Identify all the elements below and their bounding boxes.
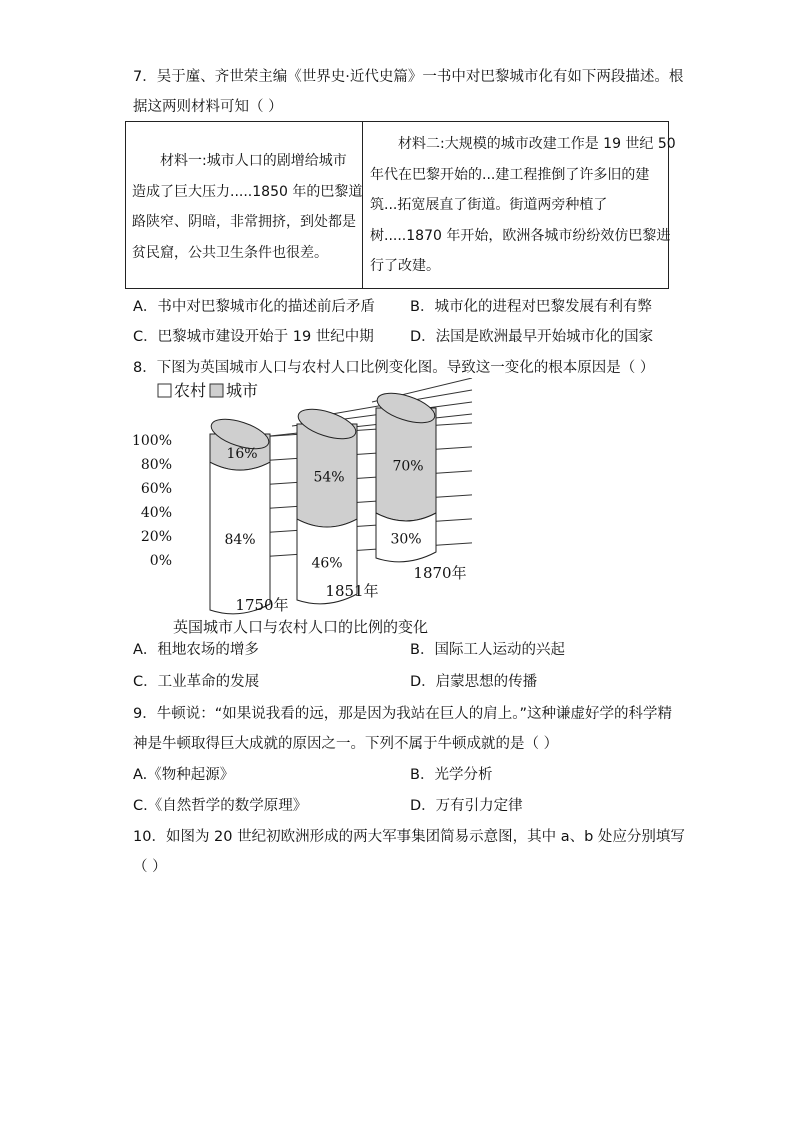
q9-option-d[interactable]: D．万有引力定律 [410, 798, 523, 814]
data-label-urban: 54% [313, 469, 345, 486]
y-tick-label: 60% [140, 481, 172, 497]
q10-stem-line1: 10．如图为 20 世纪初欧洲形成的两大军事集团简易示意图，其中 a、b 处应分别填写 [133, 829, 685, 845]
category-label: 1750年 [235, 596, 289, 614]
material-one-line: 贫民窟，公共卫生条件也很差。 [132, 244, 328, 261]
q10-stem-line2: （ ） [133, 859, 167, 875]
q8-option-b[interactable]: B．国际工人运动的兴起 [410, 642, 565, 658]
q9-option-b[interactable]: B．光学分析 [410, 767, 493, 783]
q9-option-c[interactable]: C.《自然哲学的数学原理》 [133, 798, 308, 814]
q7-option-c[interactable]: C．巴黎城市建设开始于 19 世纪中期 [133, 329, 374, 345]
legend-swatch [210, 384, 223, 397]
q7-stem-line1: 7．吴于廑、齐世荣主编《世界史·近代史篇》一书中对巴黎城市化有如下两段描述。根 [133, 69, 684, 85]
material-two-line: 树.....1870 年开始，欧洲各城市纷纷效仿巴黎进 [370, 227, 671, 244]
legend-label: 城市 [226, 381, 259, 400]
q7-stem-line2: 据这两则材料可知（ ） [133, 99, 283, 115]
q8-stem: 8．下图为英国城市人口与农村人口比例变化图。导致这一变化的根本原因是（ ） [133, 360, 655, 376]
y-tick-label: 100% [131, 433, 172, 449]
y-tick-label: 20% [140, 529, 172, 545]
legend-label: 农村 [174, 381, 207, 400]
material-two-line: 筑...拓宽展直了街道。街道两旁种植了 [370, 197, 608, 213]
material-one-line: 路陕窄、阴暗，非常拥挤，到处都是 [132, 214, 356, 230]
material-two-line: 行了改建。 [370, 258, 440, 274]
q7-option-a[interactable]: A．书中对巴黎城市化的描述前后矛盾 [133, 299, 375, 315]
material-one-line: 材料一:城市人口的剧增给城市 [160, 153, 347, 169]
chart-bar [374, 387, 438, 562]
population-ratio-chart [120, 378, 490, 618]
chart-bars [208, 387, 467, 614]
data-label-urban: 70% [392, 458, 424, 475]
chart-bar [208, 413, 272, 614]
q8-option-d[interactable]: D．启蒙思想的传播 [410, 674, 538, 690]
material-two-cell [370, 129, 676, 282]
legend-swatch [158, 384, 171, 397]
q8-option-c[interactable]: C．工业革命的发展 [133, 674, 260, 690]
chart-title: 英国城市人口与农村人口的比例的变化 [173, 618, 429, 636]
y-tick-label: 80% [140, 457, 172, 473]
material-two-line: 年代在巴黎开始的...建工程推倒了许多旧的建 [370, 166, 650, 183]
category-label: 1870年 [413, 564, 467, 582]
q8-option-a[interactable]: A．租地农场的增多 [133, 642, 259, 658]
q7-option-d[interactable]: D．法国是欧洲最早开始城市化的国家 [410, 329, 654, 345]
gridline [252, 414, 472, 438]
y-axis [132, 433, 172, 569]
q9-option-a[interactable]: A.《物种起源》 [133, 767, 235, 783]
data-label-rural: 84% [224, 532, 256, 549]
chart-bar [295, 403, 359, 604]
material-two-line: 材料二:大规模的城市改建工作是 19 世纪 50 [398, 136, 676, 152]
y-tick-label: 0% [149, 553, 172, 569]
material-table [125, 121, 676, 289]
q9-stem-line2: 神是牛顿取得巨大成就的原因之一。下列不属于牛顿成就的是（ ） [133, 736, 559, 752]
data-label-urban: 16% [226, 446, 258, 463]
y-tick-label: 40% [140, 505, 172, 521]
chart-legend [158, 381, 258, 400]
data-label-rural: 46% [311, 555, 343, 572]
material-one-cell [132, 146, 362, 268]
data-label-rural: 30% [390, 531, 422, 548]
q9-stem-line1: 9．牛顿说：“如果说我看的远，那是因为我站在巨人的肩上。”这种谦虚好学的科学精 [133, 706, 672, 722]
q7-option-b[interactable]: B．城市化的进程对巴黎发展有利有弊 [410, 299, 652, 315]
category-label: 1851年 [325, 582, 379, 600]
material-one-line: 造成了巨大压力.....1850 年的巴黎道 [132, 183, 363, 200]
